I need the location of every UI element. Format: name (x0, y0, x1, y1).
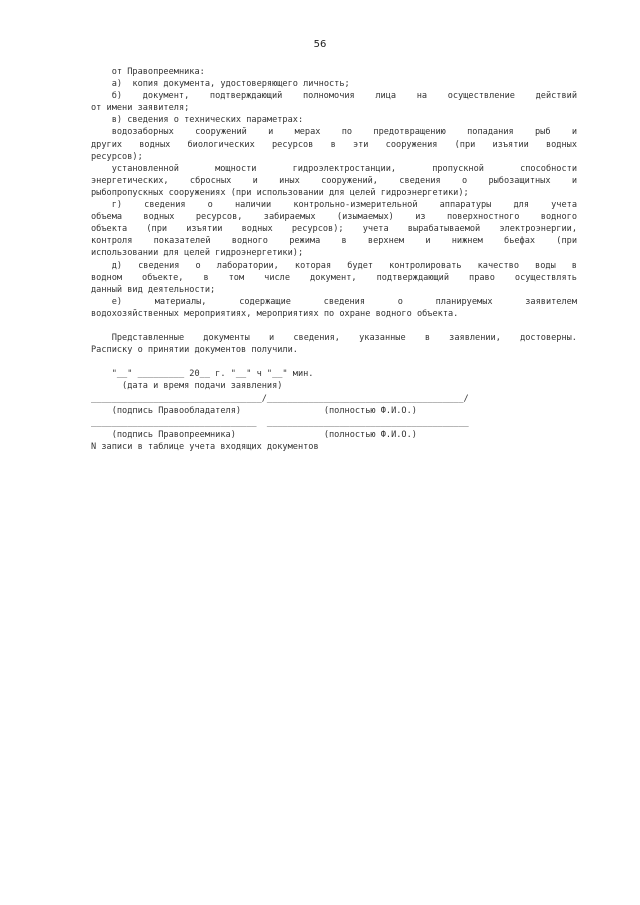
blank-line (91, 320, 577, 332)
text-line: объекта (при изъятии водных ресурсов); учета вырабатываемой электроэнергии, (91, 224, 577, 235)
text-line: от Правопреемника: (91, 67, 205, 77)
text-line: водном объекте, в том числе документ, подтверждающий право осуществлять (91, 272, 577, 283)
text-line: ресурсов); (91, 151, 143, 162)
text-line: энергетических, сбросных и иных сооружений, сведения о рыбозащитных и (91, 175, 577, 186)
text-line: (дата и время подачи заявления) (91, 381, 283, 392)
text-line: данный вид деятельности; (91, 284, 216, 295)
text-line: установленной мощности гидроэлектростанции, пропускной способности (111, 163, 577, 174)
text-line: б) документ, подтверждающий полномочия лица на осуществление действий (111, 91, 577, 102)
document-body (91, 66, 577, 453)
text-line: контроля показателей водного режима в верхнем и нижнем бьефах (при (91, 236, 577, 247)
text-line: в) сведения о технических параметрах: (91, 115, 304, 126)
text-line: использовании для целей гидроэнергетики); (91, 248, 304, 259)
text-line: водозаборных сооружений и мерах по предотвращению попадания рыб и (111, 127, 577, 138)
text-line: г) сведения о наличии контрольно-измерительной аппаратуры для учета (111, 200, 577, 211)
blank-line (91, 356, 577, 368)
text-line: рыбопропускных сооружениях (при использовании для целей гидроэнергетики); (91, 187, 469, 198)
text-line: ________________________________ _______________________________________ (91, 417, 469, 428)
text-line: других водных биологических ресурсов в эти сооружения (при изъятии водных (91, 139, 577, 150)
text-line: водохозяйственных мероприятиях, мероприятиях по охране водного объекта. (91, 308, 459, 319)
text-line: а) копия документа, удостоверяющего личность; (91, 79, 350, 90)
text-line: N записи в таблице учета входящих документов (91, 441, 319, 452)
text-line: объема водных ресурсов, забираемых (изымаемых) из поверхностного водного (91, 212, 577, 223)
text-line: д) сведения о лаборатории, которая будет контролировать качество воды в (111, 260, 577, 271)
text-line: Представленные документы и сведения, указанные в заявлении, достоверны. (111, 333, 577, 344)
text-line: е) материалы, содержащие сведения о планируемых заявителем (111, 296, 577, 307)
text-line: "__" _________ 20__ г. "__" ч "__" мин. (91, 369, 314, 380)
page-number: 56 (313, 39, 327, 50)
text-line: (подпись Правопреемника) (полностью Ф.И.О.) (91, 429, 417, 440)
text-line: Расписку о принятии документов получили. (91, 345, 298, 356)
text-line: от имени заявителя; (91, 103, 190, 114)
text-line: _________________________________/______________________________________/ (91, 393, 469, 404)
text-line: (подпись Правообладателя) (полностью Ф.И.О.) (91, 405, 417, 416)
